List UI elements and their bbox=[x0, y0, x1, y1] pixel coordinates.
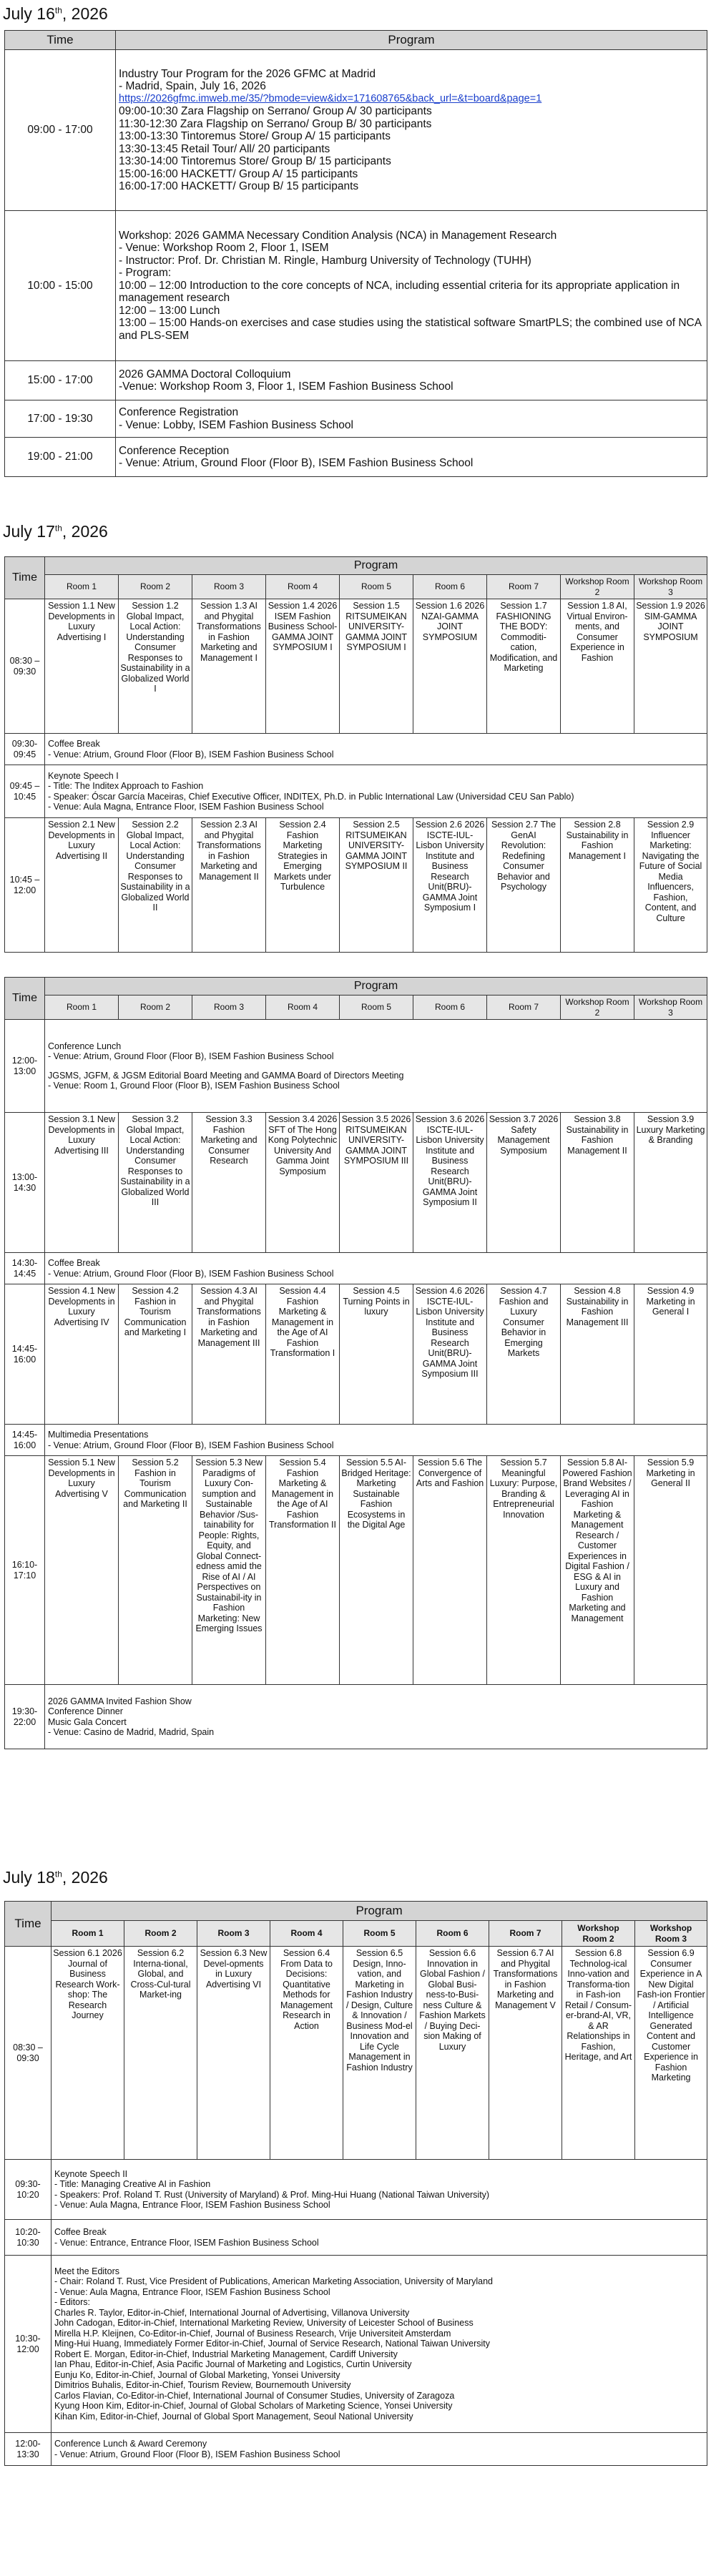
program-line: - Venue: Aula Magna, Entrance Floor, ISEM Fashion Business School bbox=[54, 2286, 330, 2297]
session-cell: Session 5.3 New Paradigms of Luxury Con-sumption and Sustainable Behavior /Sus-tainability for People: Rights, Equity, and Global Connect-edness amid the Rise of AI / AI Perspectives on Sustainabil-ity in Fashion Marketing: New Emerging Issues bbox=[192, 1456, 266, 1685]
program-line: 2026 GAMMA Doctoral Colloquium bbox=[119, 368, 291, 380]
session-cell: Session 3.2 Global Impact, Local Action: Understanding Consumer Responses to Sustainability in a Globalized World III bbox=[119, 1113, 192, 1253]
session-cell: Session 2.7 The GenAI Revolution: Redefining Consumer Behavior and Psychology bbox=[487, 818, 561, 953]
time-cell: 17:00 - 19:30 bbox=[5, 400, 116, 438]
program-line: 2026 GAMMA Invited Fashion Show bbox=[48, 1696, 192, 1706]
editor-line: Dimitrios Buhalis, Editor-in-Chief, Tourism Review, Bournemouth University bbox=[54, 2380, 351, 2391]
col-program: Program bbox=[45, 978, 707, 996]
day1-title: July 16th, 2026 bbox=[3, 4, 108, 23]
program-line: Conference Lunch & Award Ceremony bbox=[54, 2439, 207, 2449]
room-header: Room 7 bbox=[487, 996, 561, 1020]
program-line: Industry Tour Program for the 2026 GFMC at Madrid bbox=[119, 67, 376, 80]
program-line: - Venue: Atrium, Ground Floor (Floor B), ISEM Fashion Business School bbox=[48, 1440, 334, 1450]
room-header: Room 5 bbox=[343, 1921, 416, 1947]
program-line: Conference Reception bbox=[119, 444, 230, 457]
session-cell: Session 6.6 Innovation in Global Fashion / Global Busi-ness-to-Busi-ness Culture & Fashion Markets / Buying Deci-sion Making of Luxury bbox=[416, 1947, 489, 2160]
room-header: Room 6 bbox=[413, 996, 487, 1020]
session-cell: Session 1.4 2026 ISEM Fashion Business School-GAMMA JOINT SYMPOSIUM I bbox=[266, 599, 340, 734]
program-line: 10:00 – 12:00 Introduction to the core concepts of NCA, including essential criteria for its appropriate application in management research bbox=[119, 279, 680, 305]
col-time: Time bbox=[5, 557, 45, 599]
room-header: Room 6 bbox=[413, 575, 487, 599]
program-line: - Speaker: Óscar García Maceiras, Chief Executive Officer, INDITEX, Ph.D. in Public International Law (Universidad CEU San Pablo) bbox=[48, 791, 574, 802]
session-cell: Session 1.5 RITSUMEIKAN UNIVERSITY-GAMMA JOINT SYMPOSIUM I bbox=[340, 599, 413, 734]
room-header: Workshop Room 3 bbox=[635, 1921, 707, 1947]
col-program: Program bbox=[52, 1902, 707, 1921]
program-line: - Instructor: Prof. Dr. Christian M. Ringle, Hamburg University of Technology (TUHH) bbox=[119, 254, 531, 267]
room-header: Workshop Room 2 bbox=[561, 575, 634, 599]
program-line: Meet the Editors bbox=[54, 2266, 120, 2276]
session-cell: Session 4.7 Fashion and Luxury Consumer Behavior in Emerging Markets bbox=[487, 1284, 561, 1425]
session-cell: Session 5.5 AI-Bridged Heritage: Marketing Sustainable Fashion Ecosystems in the Digital Age bbox=[340, 1456, 413, 1685]
room-header: Room 3 bbox=[197, 1921, 270, 1947]
program-line: Keynote Speech I bbox=[48, 770, 119, 781]
lunch-cell bbox=[45, 1020, 707, 1113]
editor-line: Charles R. Taylor, Editor-in-Chief, International Journal of Advertising, Villanova University bbox=[54, 2307, 410, 2318]
editor-line: Carlos Flavian, Co-Editor-in-Chief, International Journal of Consumer Studies, University of Zaragoza bbox=[54, 2390, 455, 2401]
program-line: Coffee Break bbox=[48, 1258, 100, 1268]
program-line: Multimedia Presentations bbox=[48, 1430, 149, 1440]
program-line: - Venue: Atrium, Ground Floor (Floor B), ISEM Fashion Business School bbox=[48, 1051, 334, 1061]
session-cell: Session 4.2 Fashion in Tourism Communication and Marketing I bbox=[119, 1284, 192, 1425]
program-line: - Venue: Atrium, Ground Floor (Floor B), ISEM Fashion Business School bbox=[48, 749, 334, 759]
keynote2-cell bbox=[52, 2160, 707, 2220]
program-line: - Chair: Roland T. Rust, Vice President of Publications, American Marketing Association, University of Maryland bbox=[54, 2276, 494, 2287]
time-cell: 14:30-14:45 bbox=[5, 1253, 45, 1284]
time-cell: 15:00 - 17:00 bbox=[5, 361, 116, 400]
session-cell: Session 1.9 2026 SIM-GAMMA JOINT SYMPOSIUM bbox=[634, 599, 707, 734]
session-cell: Session 5.9 Marketing in General II bbox=[634, 1456, 707, 1685]
session-cell: Session 6.4 From Data to Decisions: Quantitative Methods for Management Research in Action bbox=[270, 1947, 343, 2160]
program-line: 15:00-16:00 HACKETT/ Group A/ 15 participants bbox=[119, 167, 358, 180]
time-cell: 09:00 - 17:00 bbox=[5, 50, 116, 211]
program-line: - Venue: Lobby, ISEM Fashion Business School bbox=[119, 418, 353, 431]
room-header: Workshop Room 3 bbox=[634, 996, 707, 1020]
program-line: Conference Registration bbox=[119, 406, 239, 418]
room-header: Room 2 bbox=[124, 1921, 197, 1947]
nca-workshop-cell bbox=[116, 211, 707, 361]
program-line: - Venue: Atrium, Ground Floor (Floor B), ISEM Fashion Business School bbox=[119, 457, 474, 469]
session-cell: Session 5.8 AI-Powered Fashion Brand Websites / Leveraging AI in Fashion Marketing & Management Research / Customer Experiences in Digital Fashion / ESG & AI in Luxury and Fashion Marketing and Management bbox=[561, 1456, 634, 1685]
editor-line: Eunju Ko, Editor-in-Chief, Journal of Global Marketing, Yonsei University bbox=[54, 2369, 340, 2380]
session-cell: Session 5.2 Fashion in Tourism Communication and Marketing II bbox=[119, 1456, 192, 1685]
day3-table bbox=[4, 1901, 707, 2466]
editor-line: Kyung Hoon Kim, Editor-in-Chief, Journal of Global Scholars of Marketing Science, Yonsei University bbox=[54, 2401, 453, 2412]
day2-continued-table bbox=[4, 977, 707, 1749]
program-line: - Venue: Casino de Madrid, Madrid, Spain bbox=[48, 1727, 215, 1737]
program-line: 13:30-13:45 Retail Tour/ All/ 20 participants bbox=[119, 142, 330, 155]
session-cell: Session 3.9 Luxury Marketing & Branding bbox=[634, 1113, 707, 1253]
time-cell: 09:45 – 10:45 bbox=[5, 765, 45, 818]
session-cell: Session 3.7 2026 Safety Management Symposium bbox=[487, 1113, 561, 1253]
room-header: Workshop Room 2 bbox=[561, 996, 634, 1020]
program-line: - Venue: Aula Magna, Entrance Floor, ISEM Fashion Business School bbox=[48, 802, 324, 812]
program-line: - Venue: Workshop Room 2, Floor 1, ISEM bbox=[119, 242, 329, 255]
program-line: 13:00-13:30 Tintoremus Store/ Group A/ 15 participants bbox=[119, 130, 391, 142]
program-line: 09:00-10:30 Zara Flagship on Serrano/ Group A/ 30 participants bbox=[119, 105, 432, 117]
session-cell: Session 4.8 Sustainability in Fashion Management III bbox=[561, 1284, 634, 1425]
time-cell: 14:45-16:00 bbox=[5, 1425, 45, 1456]
col-program: Program bbox=[116, 31, 707, 50]
time-cell: 09:30-10:20 bbox=[5, 2160, 52, 2220]
session-cell: Session 2.4 Fashion Marketing Strategies in Emerging Markets under Turbulence bbox=[266, 818, 340, 953]
meet-editors-cell bbox=[52, 2256, 707, 2433]
program-line: - Madrid, Spain, July 16, 2026 bbox=[119, 80, 266, 92]
program-line: Coffee Break bbox=[54, 2227, 107, 2237]
time-cell: 09:30-09:45 bbox=[5, 734, 45, 765]
program-line: - Venue: Room 1, Ground Floor (Floor B), ISEM Fashion Business School bbox=[48, 1081, 340, 1091]
room-header: Workshop Room 2 bbox=[562, 1921, 635, 1947]
session-cell: Session 1.6 2026 NZAI-GAMMA JOINT SYMPOSIUM bbox=[413, 599, 487, 734]
editor-line: Kihan Kim, Editor-in-Chief, Journal of Global Sport Management, Seoul National University bbox=[54, 2411, 413, 2422]
program-line: -Venue: Workshop Room 3, Floor 1, ISEM Fashion Business School bbox=[119, 380, 453, 393]
room-header: Room 1 bbox=[52, 1921, 124, 1947]
keynote1-cell bbox=[45, 765, 707, 818]
session-cell: Session 6.7 AI and Phygital Transformations in Fashion Marketing and Management V bbox=[489, 1947, 562, 2160]
time-cell: 08:30 – 09:30 bbox=[5, 1947, 52, 2160]
session-cell: Session 4.9 Marketing in General I bbox=[634, 1284, 707, 1425]
session-cell: Session 2.6 2026 ISCTE-IUL-Lisbon University Institute and Business Research Unit(BRU)-GAMMA Joint Symposium I bbox=[413, 818, 487, 953]
room-header: Room 3 bbox=[192, 996, 266, 1020]
program-line: 13:00 – 15:00 Hands-on exercises and case studies using the statistical software SmartPLS; the combined use of NCA and PLS-SEM bbox=[119, 317, 702, 342]
spacer bbox=[48, 1062, 704, 1071]
session-cell: Session 3.6 2026 ISCTE-IUL-Lisbon University Institute and Business Research Unit(BRU)-GAMMA Joint Symposium II bbox=[413, 1113, 487, 1253]
editor-line: Ian Phau, Editor-in-Chief, Asia Pacific Journal of Marketing and Logistics, Curtin University bbox=[54, 2359, 412, 2370]
multimedia-cell bbox=[45, 1425, 707, 1456]
program-line: - Venue: Entrance, Entrance Floor, ISEM Fashion Business School bbox=[54, 2237, 319, 2248]
time-cell: 14:45-16:00 bbox=[5, 1284, 45, 1425]
editor-line: John Cadogan, Editor-in-Chief, International Marketing Review, University of Leicester School of Business bbox=[54, 2318, 474, 2329]
session-cell: Session 5.4 Fashion Marketing & Management in the Age of AI Fashion Transformation II bbox=[266, 1456, 340, 1685]
editor-line: Ming-Hui Huang, Immediately Former Editor-in-Chief, Journal of Service Research, National Taiwan University bbox=[54, 2339, 491, 2349]
session-cell: Session 6.5 Design, Inno-vation, and Marketing in Fashion Industry / Design, Culture & Innovation / Business Mod-el Innovation and Life Cycle Management in Fashion Industry bbox=[343, 1947, 416, 2160]
session-cell: Session 1.3 AI and Phygital Transformations in Fashion Marketing and Management I bbox=[192, 599, 266, 734]
col-time: Time bbox=[5, 978, 45, 1020]
session-cell: Session 6.2 Interna-tional, Global, and Cross-Cul-tural Market-ing bbox=[124, 1947, 197, 2160]
reception-cell bbox=[116, 438, 707, 477]
time-cell: 12:00-13:00 bbox=[5, 1020, 45, 1113]
program-line: Conference Dinner bbox=[48, 1706, 123, 1716]
day2-title: July 17th, 2026 bbox=[3, 522, 108, 541]
room-header: Room 4 bbox=[266, 996, 340, 1020]
industry-tour-link[interactable]: https://2026gfmc.imweb.me/35/?bmode=view&idx=171608765&back_url=&t=board&page=1 bbox=[119, 92, 542, 104]
time-cell: 10:30-12:00 bbox=[5, 2256, 52, 2433]
day1-table bbox=[4, 30, 707, 477]
session-cell: Session 3.5 2026 RITSUMEIKAN UNIVERSITY-GAMMA JOINT SYMPOSIUM III bbox=[340, 1113, 413, 1253]
session-cell: Session 5.1 New Developments in Luxury Advertising V bbox=[45, 1456, 119, 1685]
session-cell: Session 3.1 New Developments in Luxury Advertising III bbox=[45, 1113, 119, 1253]
day3-title: July 18th, 2026 bbox=[3, 1868, 108, 1887]
session-cell: Session 6.1 2026 Journal of Business Research Work-shop: The Research Journey bbox=[52, 1947, 124, 2160]
time-cell: 08:30 – 09:30 bbox=[5, 599, 45, 734]
col-time: Time bbox=[5, 1902, 52, 1947]
session-cell: Session 2.1 New Developments in Luxury Advertising II bbox=[45, 818, 119, 953]
lunch-award-cell bbox=[52, 2433, 707, 2466]
editor-line: Mirella H.P. Kleijnen, Co-Editor-in-Chief, Journal of Business Research, Vrije Universiteit Amsterdam bbox=[54, 2328, 451, 2339]
session-cell: Session 2.9 Influencer Marketing: Navigating the Future of Social Media Influencers, Fashion, Content, and Culture bbox=[634, 818, 707, 953]
session-cell: Session 6.8 Technolog-ical Inno-vation and Transforma-tion in Fash-ion Retail / Consum-er-brand-AI, VR, & AR Relationships in Fashion, Heritage, and Art bbox=[562, 1947, 635, 2160]
program-line: - Editors: bbox=[54, 2297, 91, 2308]
room-header: Room 5 bbox=[340, 996, 413, 1020]
session-cell: Session 1.8 AI, Virtual Environ-ments, and Consumer Experience in Fashion bbox=[561, 599, 634, 734]
room-header: Room 4 bbox=[270, 1921, 343, 1947]
session-cell: Session 6.9 Consumer Experience in A New Digital Fash-ion Frontier / Artificial Intelligence Generated Content and Customer Experience in Fashion Marketing bbox=[635, 1947, 707, 2160]
registration-cell bbox=[116, 400, 707, 438]
room-header: Room 2 bbox=[119, 575, 192, 599]
session-cell: Session 6.3 New Devel-opments in Luxury Advertising VI bbox=[197, 1947, 270, 2160]
coffee-break-cell bbox=[45, 734, 707, 765]
room-header: Room 3 bbox=[192, 575, 266, 599]
session-cell: Session 1.7 FASHIONING THE BODY: Commoditi-cation, Modification, and Marketing bbox=[487, 599, 561, 734]
time-cell: 10:45 – 12:00 bbox=[5, 818, 45, 953]
program-line: - Venue: Atrium, Ground Floor (Floor B), ISEM Fashion Business School bbox=[48, 1268, 334, 1279]
room-header: Room 4 bbox=[266, 575, 340, 599]
program-line: - Title: Managing Creative AI in Fashion bbox=[54, 2179, 211, 2189]
program-line: - Title: The Inditex Approach to Fashion bbox=[48, 781, 204, 791]
program-line: Music Gala Concert bbox=[48, 1716, 127, 1727]
room-header: Room 6 bbox=[416, 1921, 489, 1947]
room-header: Room 2 bbox=[119, 996, 192, 1020]
time-cell: 13:00-14:30 bbox=[5, 1113, 45, 1253]
session-cell: Session 3.4 2026 SFT of The Hong Kong Polytechnic University And Gamma Joint Symposium bbox=[266, 1113, 340, 1253]
coffee-break-cell bbox=[45, 1253, 707, 1284]
room-header: Room 1 bbox=[45, 996, 119, 1020]
colloquium-cell bbox=[116, 361, 707, 400]
day2-table bbox=[4, 556, 707, 953]
session-cell: Session 4.1 New Developments in Luxury Advertising IV bbox=[45, 1284, 119, 1425]
program-line: 16:00-17:00 HACKETT/ Group B/ 15 participants bbox=[119, 180, 359, 192]
program-line: JGSMS, JGFM, & JGSM Editorial Board Meeting and GAMMA Board of Directors Meeting bbox=[48, 1070, 404, 1081]
time-cell: 19:30-22:00 bbox=[5, 1685, 45, 1749]
session-cell: Session 4.4 Fashion Marketing & Management in the Age of AI Fashion Transformation I bbox=[266, 1284, 340, 1425]
gala-cell bbox=[45, 1685, 707, 1749]
editor-line: Robert E. Morgan, Editor-in-Chief, Industrial Marketing Management, Cardiff University bbox=[54, 2349, 398, 2359]
time-cell: 16:10-17:10 bbox=[5, 1456, 45, 1685]
program-line: 13:30-14:00 Tintoremus Store/ Group B/ 15 participants bbox=[119, 155, 391, 167]
room-header: Room 7 bbox=[489, 1921, 562, 1947]
session-cell: Session 2.8 Sustainability in Fashion Management I bbox=[561, 818, 634, 953]
session-cell: Session 4.3 AI and Phygital Transformations in Fashion Marketing and Management III bbox=[192, 1284, 266, 1425]
room-header: Room 7 bbox=[487, 575, 561, 599]
session-cell: Session 2.5 RITSUMEIKAN UNIVERSITY-GAMMA JOINT SYMPOSIUM II bbox=[340, 818, 413, 953]
program-line: - Program: bbox=[119, 267, 172, 280]
room-header: Workshop Room 3 bbox=[634, 575, 707, 599]
session-cell: Session 3.3 Fashion Marketing and Consumer Research bbox=[192, 1113, 266, 1253]
program-line: - Speakers: Prof. Roland T. Rust (University of Maryland) & Prof. Ming-Hui Huang (National Taiwan University) bbox=[54, 2189, 490, 2200]
program-line: 11:30-12:30 Zara Flagship on Serrano/ Group B/ 30 participants bbox=[119, 117, 432, 130]
program-line: Workshop: 2026 GAMMA Necessary Condition Analysis (NCA) in Management Research bbox=[119, 229, 557, 242]
session-cell: Session 4.5 Turning Points in luxury bbox=[340, 1284, 413, 1425]
program-line: Coffee Break bbox=[48, 739, 100, 749]
session-cell: Session 4.6 2026 ISCTE-IUL-Lisbon University Institute and Business Research Unit(BRU)-GAMMA Joint Symposium III bbox=[413, 1284, 487, 1425]
session-cell: Session 5.7 Meaningful Luxury: Purpose, Branding & Entrepreneurial Innovation bbox=[487, 1456, 561, 1685]
time-cell: 10:00 - 15:00 bbox=[5, 211, 116, 361]
session-cell: Session 5.6 The Convergence of Arts and Fashion bbox=[413, 1456, 487, 1685]
session-cell: Session 2.3 AI and Phygital Transformations in Fashion Marketing and Management II bbox=[192, 818, 266, 953]
room-header: Room 5 bbox=[340, 575, 413, 599]
room-header: Room 1 bbox=[45, 575, 119, 599]
program-line: Keynote Speech II bbox=[54, 2168, 128, 2179]
program-line: Conference Lunch bbox=[48, 1041, 122, 1051]
industry-tour-cell bbox=[116, 50, 707, 211]
col-time: Time bbox=[5, 31, 116, 50]
coffee-break-cell bbox=[52, 2220, 707, 2256]
col-program: Program bbox=[45, 557, 707, 575]
time-cell: 10:20-10:30 bbox=[5, 2220, 52, 2256]
time-cell: 12:00-13:30 bbox=[5, 2433, 52, 2466]
program-line: 12:00 – 13:00 Lunch bbox=[119, 304, 220, 317]
program-line: - Venue: Atrium, Ground Floor (Floor B), ISEM Fashion Business School bbox=[54, 2449, 340, 2459]
session-cell: Session 3.8 Sustainability in Fashion Management II bbox=[561, 1113, 634, 1253]
session-cell: Session 1.2 Global Impact, Local Action: Understanding Consumer Responses to Sustainability in a Globalized World I bbox=[119, 599, 192, 734]
session-cell: Session 1.1 New Developments in Luxury Advertising I bbox=[45, 599, 119, 734]
session-cell: Session 2.2 Global Impact, Local Action: Understanding Consumer Responses to Sustainability in a Globalized World II bbox=[119, 818, 192, 953]
time-cell: 19:00 - 21:00 bbox=[5, 438, 116, 477]
program-line: - Venue: Aula Magna, Entrance Floor, ISEM Fashion Business School bbox=[54, 2200, 330, 2210]
